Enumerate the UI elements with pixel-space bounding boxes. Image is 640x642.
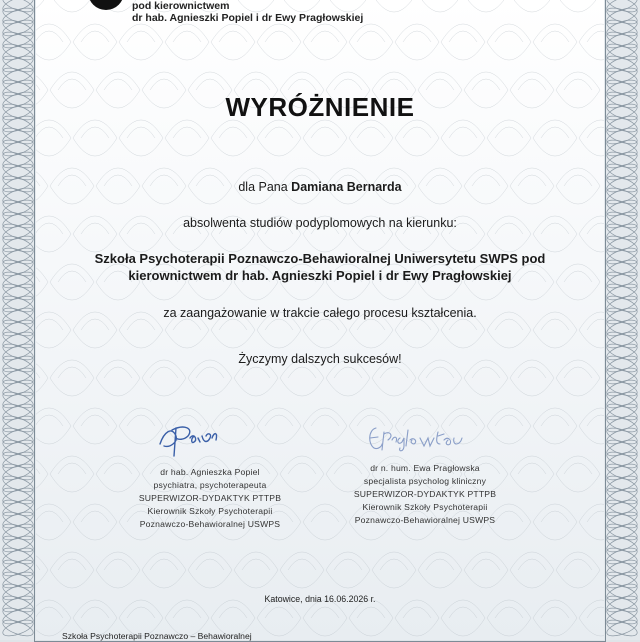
recipient-prefix: dla Pana [238, 180, 292, 194]
program-line-2: kierownictwem dr hab. Agnieszki Popiel i dr Ewy Pragłowskiej [128, 268, 512, 283]
signatory-role: Poznawczo-Behawioralnej USWPS [354, 515, 496, 525]
signatory-role: SUPERWIZOR-DYDAKTYK PTTPB [353, 489, 497, 499]
signatory-name: dr n. hum. Ewa Pragłowska [370, 463, 480, 473]
signatory-praglowska [330, 462, 520, 527]
signatory-role: Kierownik Szkoły Psychoterapii [362, 502, 488, 512]
signatory-popiel [120, 466, 300, 531]
signature-praglowska-image [362, 420, 482, 456]
signatory-name: dr hab. Agnieszka Popiel [160, 467, 260, 477]
recipient-line [40, 180, 600, 194]
signatory-role: Poznawczo-Behawioralnej USWPS [139, 519, 281, 529]
signatory-role: Kierownik Szkoły Psychoterapii [147, 506, 273, 516]
signatory-role: specjalista psycholog kliniczny [363, 476, 487, 486]
recipient-name: Damiana Bernarda [291, 180, 402, 194]
header-line-1: pod kierownictwem [132, 0, 230, 12]
program-line-1: Szkoła Psychoterapii Poznawczo-Behawioralnej Uniwersytetu SWPS pod [94, 251, 546, 266]
reason-line: za zaangażowanie w trakcie całego procesu kształcenia. [163, 306, 477, 320]
footer-institution: Szkoła Psychoterapii Poznawczo – Behawioralnej [62, 631, 252, 641]
graduate-line: absolwenta studiów podyplomowych na kierunku: [183, 216, 457, 230]
signatory-role: SUPERWIZOR-DYDAKTYK PTTPB [138, 493, 282, 503]
header-line-2: dr hab. Agnieszki Popiel i dr Ewy Pragłowskiej [132, 12, 364, 24]
place-and-date: Katowice, dnia 16.06.2026 r. [264, 594, 376, 604]
institution-header [132, 0, 492, 24]
wish-line: Życzymy dalszych sukcesów! [238, 352, 402, 366]
program-name [90, 250, 550, 284]
signature-popiel-image [150, 418, 230, 460]
signatory-role: psychiatra, psychoterapeuta [153, 480, 267, 490]
certificate-title: WYRÓŻNIENIE [225, 92, 415, 122]
